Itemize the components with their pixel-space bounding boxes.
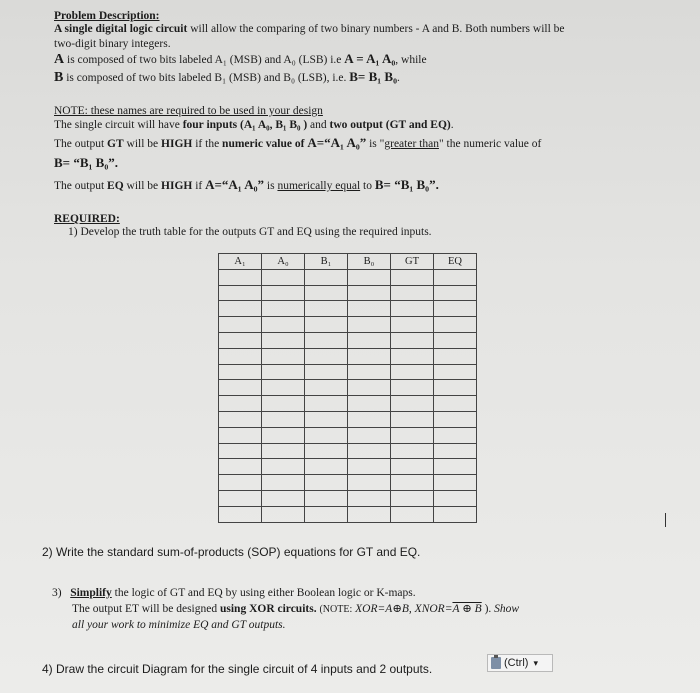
- table-cell: [434, 380, 477, 396]
- var-a: A: [54, 52, 65, 67]
- required-item-1: 1) Develop the truth table for the outputs GT and EQ using the required inputs.: [68, 226, 432, 238]
- table-cell: [305, 459, 348, 475]
- table-cell: [391, 285, 434, 301]
- eq-is: is: [266, 180, 275, 192]
- gt-intro: The output: [54, 138, 105, 150]
- table-cell: [262, 475, 305, 491]
- table-cell: [305, 443, 348, 459]
- eq-to: to: [363, 180, 372, 192]
- gt-label: GT: [107, 138, 124, 150]
- xor-circuits: using XOR circuits.: [219, 603, 317, 615]
- table-cell: [305, 269, 348, 285]
- gt-will-be: will be: [126, 138, 159, 150]
- table-cell: [219, 490, 262, 506]
- table-cell: [262, 459, 305, 475]
- table-cell: [391, 269, 434, 285]
- table-cell: [434, 348, 477, 364]
- table-row: [219, 380, 477, 396]
- table-cell: [434, 490, 477, 506]
- table-cell: [348, 475, 391, 491]
- table-cell: [305, 317, 348, 333]
- table-cell: [348, 348, 391, 364]
- eq-high: HIGH: [161, 180, 193, 192]
- table-cell: [434, 364, 477, 380]
- table-cell: [434, 317, 477, 333]
- table-cell: [391, 490, 434, 506]
- table-cell: [262, 285, 305, 301]
- table-cell: [219, 427, 262, 443]
- note-close: ).: [484, 603, 492, 615]
- xor-definition: XOR=A⊕B,: [355, 603, 412, 615]
- problem-line-4: [54, 70, 400, 85]
- gt-if: if the: [195, 138, 220, 150]
- eq-label: EQ: [107, 180, 124, 192]
- gt-tail: " the numeric value of: [438, 138, 542, 150]
- table-cell: [348, 269, 391, 285]
- header-b1: B₁: [305, 254, 348, 270]
- table-cell: [219, 459, 262, 475]
- table-row: [219, 301, 477, 317]
- note-line-1: [54, 118, 454, 132]
- problem-line-1-rest: will allow the comparing of two binary numbers - A and B. Both numbers will be: [190, 23, 565, 35]
- paste-options-label: (Ctrl): [504, 657, 529, 669]
- table-cell: [219, 411, 262, 427]
- table-cell: [391, 317, 434, 333]
- note-outputs: two output (GT and EQ): [329, 119, 451, 131]
- table-cell: [434, 475, 477, 491]
- simplify-word: Simplify: [70, 587, 112, 599]
- eq-intro: The output: [54, 180, 105, 192]
- required-item-4: 4) Draw the circuit Diagram for the single circuit of 4 inputs and 2 outputs.: [42, 662, 433, 676]
- table-cell: [434, 396, 477, 412]
- table-cell: [348, 364, 391, 380]
- item-3-text: the logic of GT and EQ by using either Boolean logic or K-maps.: [114, 587, 416, 599]
- required-item-3-line-3: all your work to minimize EQ and GT outputs.: [72, 619, 286, 631]
- table-cell: [305, 490, 348, 506]
- problem-heading: Problem Description:: [54, 10, 160, 22]
- table-cell: [219, 380, 262, 396]
- header-a1: A₁: [219, 254, 262, 270]
- table-cell: [262, 506, 305, 522]
- table-cell: [262, 443, 305, 459]
- table-row: [219, 506, 477, 522]
- et-intro: The output ET will be designed: [72, 603, 218, 615]
- table-row: [219, 427, 477, 443]
- var-b: B: [54, 70, 64, 85]
- table-cell: [348, 490, 391, 506]
- table-cell: [262, 317, 305, 333]
- table-cell: [348, 506, 391, 522]
- eq-numerically-equal: numerically equal: [277, 180, 361, 192]
- b-description: is composed of two bits labeled B₁ (MSB) and B₀ (LSB), i.e.: [66, 72, 347, 84]
- note-line-3: B= “B₁ B₀”.: [54, 155, 118, 170]
- table-cell: [391, 443, 434, 459]
- table-cell: [305, 332, 348, 348]
- table-cell: [262, 269, 305, 285]
- table-cell: [434, 459, 477, 475]
- table-cell: [305, 396, 348, 412]
- table-cell: [262, 364, 305, 380]
- eq-a-value: A=“A₁ A₀”: [205, 177, 265, 192]
- table-cell: [219, 364, 262, 380]
- table-cell: [262, 427, 305, 443]
- required-item-2: 2) Write the standard sum-of-products (SOP) equations for GT and EQ.: [42, 545, 421, 559]
- table-cell: [305, 364, 348, 380]
- show-word: Show: [494, 603, 520, 615]
- table-cell: [348, 332, 391, 348]
- table-cell: [434, 285, 477, 301]
- header-a0: A₀: [262, 254, 305, 270]
- table-cell: [305, 427, 348, 443]
- header-eq: EQ: [434, 254, 477, 270]
- eq-will-be: will be: [126, 180, 159, 192]
- table-row: [219, 332, 477, 348]
- gt-high: HIGH: [161, 138, 193, 150]
- table-cell: [219, 317, 262, 333]
- table-cell: [219, 348, 262, 364]
- item-3-number: 3): [52, 587, 62, 599]
- table-cell: [434, 443, 477, 459]
- table-cell: [219, 332, 262, 348]
- gt-a-value: A=“A₁ A₀”: [307, 135, 367, 150]
- table-cell: [262, 332, 305, 348]
- table-cell: [348, 411, 391, 427]
- table-row: [219, 269, 477, 285]
- problem-line-2: two-digit binary integers.: [54, 38, 171, 50]
- table-cell: [434, 332, 477, 348]
- margin-mark: [665, 513, 666, 527]
- table-cell: [348, 459, 391, 475]
- problem-line-1: [54, 22, 565, 36]
- eq-if: if: [195, 180, 203, 192]
- note-period: .: [450, 119, 454, 131]
- gt-greater-than: greater than: [384, 138, 439, 150]
- b-suffix: .: [396, 72, 400, 84]
- table-row: [219, 443, 477, 459]
- table-cell: [262, 396, 305, 412]
- table-cell: [305, 506, 348, 522]
- required-item-3-line-2: [72, 602, 519, 617]
- table-cell: [305, 301, 348, 317]
- circuit-phrase: A single digital logic circuit: [54, 23, 188, 35]
- table-cell: [305, 411, 348, 427]
- gt-numeric: numeric value of: [222, 138, 305, 150]
- table-cell: [219, 506, 262, 522]
- a-definition: A = A₁ A₀: [344, 51, 396, 66]
- required-item-3-line-1: [52, 586, 416, 600]
- table-row: [219, 475, 477, 491]
- table-row: [219, 396, 477, 412]
- table-cell: [391, 348, 434, 364]
- table-cell: [219, 285, 262, 301]
- b-definition: B= B₁ B₀: [349, 69, 397, 84]
- table-row: [219, 490, 477, 506]
- eq-b-value: B= “B₁ B₀”.: [374, 177, 439, 192]
- table-cell: [391, 301, 434, 317]
- header-b0: B₀: [348, 254, 391, 270]
- table-cell: [305, 348, 348, 364]
- table-row: [219, 317, 477, 333]
- table-row: [219, 411, 477, 427]
- table-cell: [391, 427, 434, 443]
- table-cell: [391, 332, 434, 348]
- table-cell: [434, 411, 477, 427]
- note-inputs-intro: The single circuit will have: [54, 119, 180, 131]
- table-row: [219, 285, 477, 301]
- table-cell: [219, 396, 262, 412]
- table-cell: [391, 364, 434, 380]
- table-cell: [348, 427, 391, 443]
- table-cell: [305, 380, 348, 396]
- table-cell: [434, 269, 477, 285]
- table-cell: [348, 380, 391, 396]
- truth-table-header-row: [219, 254, 477, 270]
- table-cell: [391, 396, 434, 412]
- table-cell: [348, 301, 391, 317]
- table-cell: [391, 475, 434, 491]
- table-cell: [348, 443, 391, 459]
- note-and: and: [310, 119, 327, 131]
- table-cell: [348, 396, 391, 412]
- note-inputs: four inputs (A₁ A₀, B₁ B₀ ): [182, 119, 308, 131]
- note-heading: NOTE: these names are required to be used in your design: [54, 105, 323, 117]
- table-cell: [262, 348, 305, 364]
- table-cell: [348, 285, 391, 301]
- clipboard-icon: [491, 657, 501, 669]
- problem-line-3: [54, 52, 427, 67]
- table-cell: [219, 475, 262, 491]
- table-row: [219, 348, 477, 364]
- chevron-down-icon: ▾: [533, 657, 538, 668]
- table-cell: [262, 380, 305, 396]
- table-cell: [219, 443, 262, 459]
- table-cell: [305, 475, 348, 491]
- note-line-2: [54, 136, 541, 151]
- required-heading: REQUIRED:: [54, 213, 120, 225]
- table-cell: [434, 301, 477, 317]
- table-cell: [219, 269, 262, 285]
- table-cell: [262, 301, 305, 317]
- a-description: is composed of two bits labeled A₁ (MSB) and A₀ (LSB) i.e: [67, 54, 342, 66]
- table-cell: [305, 285, 348, 301]
- header-gt: GT: [391, 254, 434, 270]
- table-cell: [219, 301, 262, 317]
- table-cell: [391, 380, 434, 396]
- table-cell: [391, 506, 434, 522]
- note-line-4: [54, 178, 439, 193]
- xnor-expression: A ⊕ B: [452, 603, 482, 615]
- truth-table: [218, 253, 477, 523]
- gt-is: is ": [369, 138, 385, 150]
- table-cell: [348, 317, 391, 333]
- table-cell: [391, 459, 434, 475]
- paste-options-button[interactable]: [487, 654, 553, 672]
- table-cell: [434, 506, 477, 522]
- table-cell: [434, 427, 477, 443]
- a-suffix: , while: [395, 54, 427, 66]
- note-open: (NOTE:: [319, 604, 353, 615]
- table-cell: [391, 411, 434, 427]
- table-cell: [262, 411, 305, 427]
- table-cell: [262, 490, 305, 506]
- table-row: [219, 459, 477, 475]
- table-row: [219, 364, 477, 380]
- xnor-label: XNOR=: [414, 603, 453, 615]
